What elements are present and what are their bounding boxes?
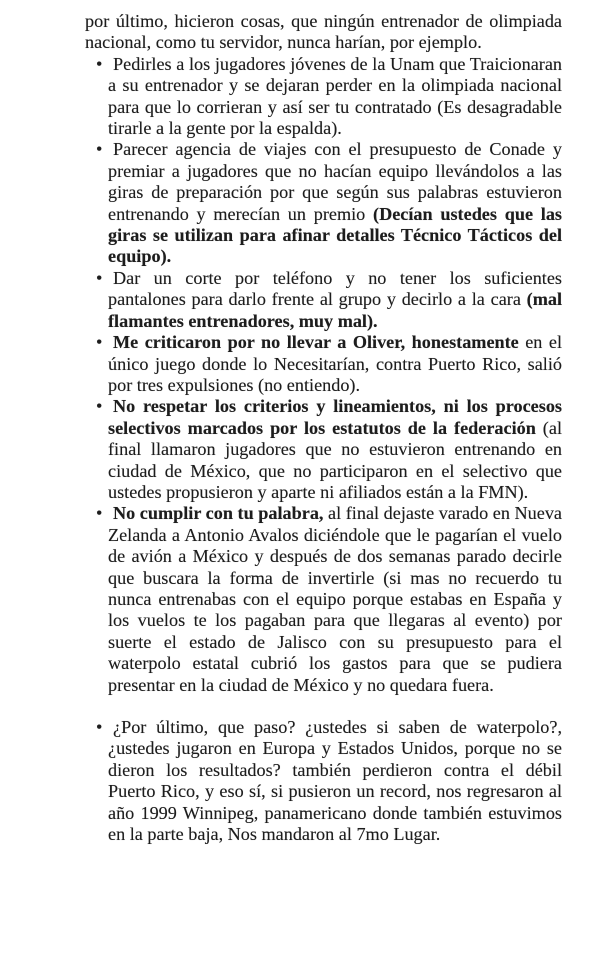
text-segment: al final dejaste varado en Nueva Zelanda a Antonio Avalos diciéndole que le pagarían el vuelo de avión a México y después de dos semanas parado decirle que buscara la forma de invertirle (si mas no recuerdo tu nunca entrenabas con el equipo porque estabas en España y los vuelos te los pagaban para que llegaras al evento) por suerte el estado de Jalisco con su presupuesto para el waterpolo estatal cubrió los gastos para que se pudiera presentar en la ciudad de México y no quedara fuera. <box>108 503 562 695</box>
list-item <box>96 396 562 503</box>
bullet-icon: • <box>96 267 103 288</box>
bold-text-segment: No cumplir con tu palabra, <box>113 503 324 524</box>
intro-paragraph: por último, hicieron cosas, que ningún entrenador de olimpiada nacional, como tu servidor, nunca harían, por ejemplo. <box>85 11 562 53</box>
bold-text-segment: (mal flamantes entrenadores, muy mal). <box>108 289 562 331</box>
text-segment: Parecer agencia de viajes con el presupuesto de Conade y premiar a jugadores que no hacían equipo llevándolos a las giras de preparación por que según sus palabras estuvieron entrenando y merecían un premio <box>108 139 562 224</box>
bold-text-segment: Me criticaron por no llevar a Oliver, honestamente <box>113 332 519 353</box>
bullet-icon: • <box>96 503 103 524</box>
bullet-icon: • <box>96 717 103 737</box>
list-item <box>96 139 562 267</box>
bullet-icon: • <box>96 139 103 160</box>
bold-text-segment: No respetar los criterios y lineamientos, ni los procesos selectivos marcados por los estatutos de la federación <box>108 396 562 438</box>
text-segment: Dar un corte por teléfono y no tener los suficientes pantalones para darlo frente al grupo y decirlo a la cara <box>108 267 562 310</box>
text-segment: Pedirles a los jugadores jóvenes de la Unam que Traicionaran a su entrenador y se dejaran perder en la olimpiada nacional para que lo corrieran y así ser tu contratado (Es desagradable tirarle a la gente por la espalda). <box>108 53 562 139</box>
list-item <box>96 503 562 696</box>
bullet-icon: • <box>96 53 103 74</box>
list-item <box>96 267 562 332</box>
list-item <box>96 717 562 845</box>
text-segment: ¿Por último, que paso? ¿ustedes si saben de waterpolo?, ¿ustedes jugaron en Europa y Estados Unidos, porque no se dieron los resultados? también perdieron contra el débil Puerto Rico, y eso sí, si pusieron un record, nos regresaron al año 1999 Winnipeg, panamericano donde también estuvimos en la parte baja, Nos mandaron al 7mo Lugar. <box>108 717 562 845</box>
bold-text-segment: (Decían ustedes que las giras se utilizan para afinar detalles Técnico Tácticos del equipo). <box>108 203 562 267</box>
bullet-icon: • <box>96 396 103 417</box>
text-segment: en el único juego donde lo Necesitarían, contra Puerto Rico, salió por tres expulsiones (no entiendo). <box>108 332 562 395</box>
list-item <box>96 332 562 396</box>
text-segment: (al final llamaron jugadores que no estuvieron entrenando en ciudad de México, que no participaron en el selectivo que ustedes propusieron y aparte ni afiliados están a la FMN). <box>108 417 562 502</box>
list-item <box>96 53 562 140</box>
bullet-list <box>85 54 562 846</box>
bullet-icon: • <box>96 332 103 353</box>
